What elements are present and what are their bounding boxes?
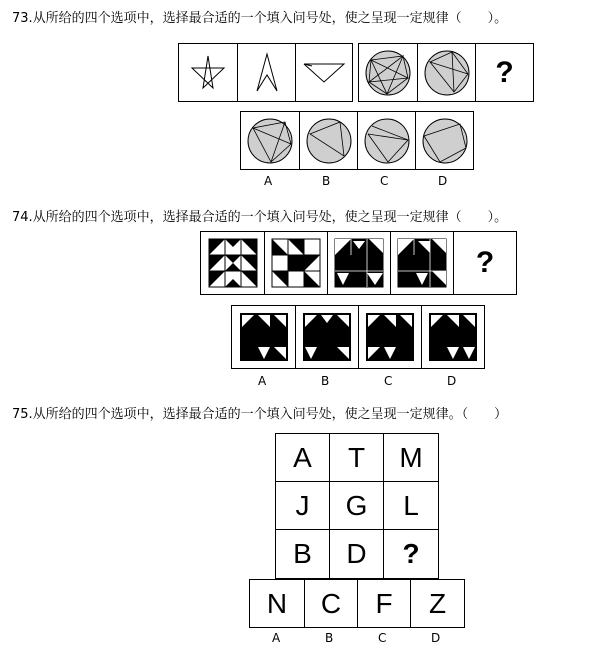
grid-cell (276, 530, 330, 578)
q74-figure-4 (390, 232, 453, 294)
q73-circle-figure-2 (417, 44, 475, 101)
q73-options-row (240, 111, 474, 170)
q74-question-cell (453, 232, 516, 294)
q73-option-d-figure[interactable] (415, 112, 473, 169)
grid-cell (276, 434, 330, 482)
question-74-text: 74.从所给的四个选项中，选择最合适的一个填入问号处，使之呈现一定规律（ ）。 (12, 210, 508, 225)
q73-option-c-figure[interactable] (357, 112, 415, 169)
grid-letter: A (293, 441, 312, 473)
q73-sequence-right (358, 43, 534, 102)
question-75-text: 75.从所给的四个选项中，选择最合适的一个填入问号处，使之呈现一定规律。（ ） (12, 407, 508, 422)
grid-cell (384, 482, 438, 530)
grid-cell (330, 482, 384, 530)
grid-letter: L (403, 489, 419, 521)
q73-option-a-figure[interactable] (241, 112, 299, 169)
question-mark: ? (495, 55, 514, 89)
q75-option-b-cell[interactable] (304, 580, 357, 627)
q74-option-a-figure[interactable] (232, 306, 295, 368)
q74-figure-2 (264, 232, 327, 294)
grid-letter: J (295, 489, 310, 521)
grid-letter: B (293, 538, 312, 569)
grid-cell (330, 530, 384, 578)
q74-figure-3 (327, 232, 390, 294)
grid-cell (276, 482, 330, 530)
question-mark: ? (402, 538, 420, 569)
grid-letter: T (347, 441, 366, 473)
q75-option-d-label: D (431, 631, 441, 645)
q75-option-b-label: B (325, 631, 334, 645)
q73-option-d-label: D (438, 174, 448, 188)
q73-sequence-left (178, 43, 353, 102)
option-letter: C (320, 587, 342, 619)
q74-option-b-figure[interactable] (295, 306, 358, 368)
q75-option-a-cell[interactable] (250, 580, 304, 627)
grid-cell (384, 530, 438, 578)
q73-star-figure (179, 44, 237, 101)
q74-option-a-label: A (258, 374, 267, 388)
option-letter: Z (428, 587, 447, 619)
q73-triangle-figure (295, 44, 352, 101)
q74-option-c-figure[interactable] (358, 306, 421, 368)
grid-letter: D (346, 538, 367, 569)
option-letter: F (375, 587, 393, 619)
q75-option-d-cell[interactable] (410, 580, 464, 627)
q74-figure-1 (201, 232, 264, 294)
q75-option-a-label: A (272, 631, 281, 645)
q73-arrow-figure (237, 44, 295, 101)
option-letter: N (266, 587, 288, 619)
grid-letter: M (399, 441, 423, 473)
q73-option-a-label: A (264, 174, 273, 188)
q75-letter-grid (275, 433, 439, 579)
q74-option-d-label: D (447, 374, 457, 388)
grid-letter: G (345, 489, 368, 521)
q73-circle-figure-1 (359, 44, 417, 101)
q75-options-row (249, 579, 465, 628)
q74-option-c-label: C (384, 374, 393, 388)
question-73-text: 73.从所给的四个选项中，选择最合适的一个填入问号处，使之呈现一定规律（ ）。 (12, 11, 508, 26)
q73-question-cell (475, 44, 533, 101)
grid-cell (384, 434, 438, 482)
q73-option-b-label: B (322, 174, 331, 188)
q74-option-b-label: B (321, 374, 330, 388)
q75-option-c-label: C (378, 631, 387, 645)
q75-option-c-cell[interactable] (357, 580, 410, 627)
q74-options-row (231, 305, 485, 369)
q73-option-b-figure[interactable] (299, 112, 357, 169)
q73-option-c-label: C (380, 174, 389, 188)
question-mark: ? (475, 246, 495, 279)
grid-cell (330, 434, 384, 482)
q74-sequence-row (200, 231, 517, 295)
q74-option-d-figure[interactable] (421, 306, 484, 368)
